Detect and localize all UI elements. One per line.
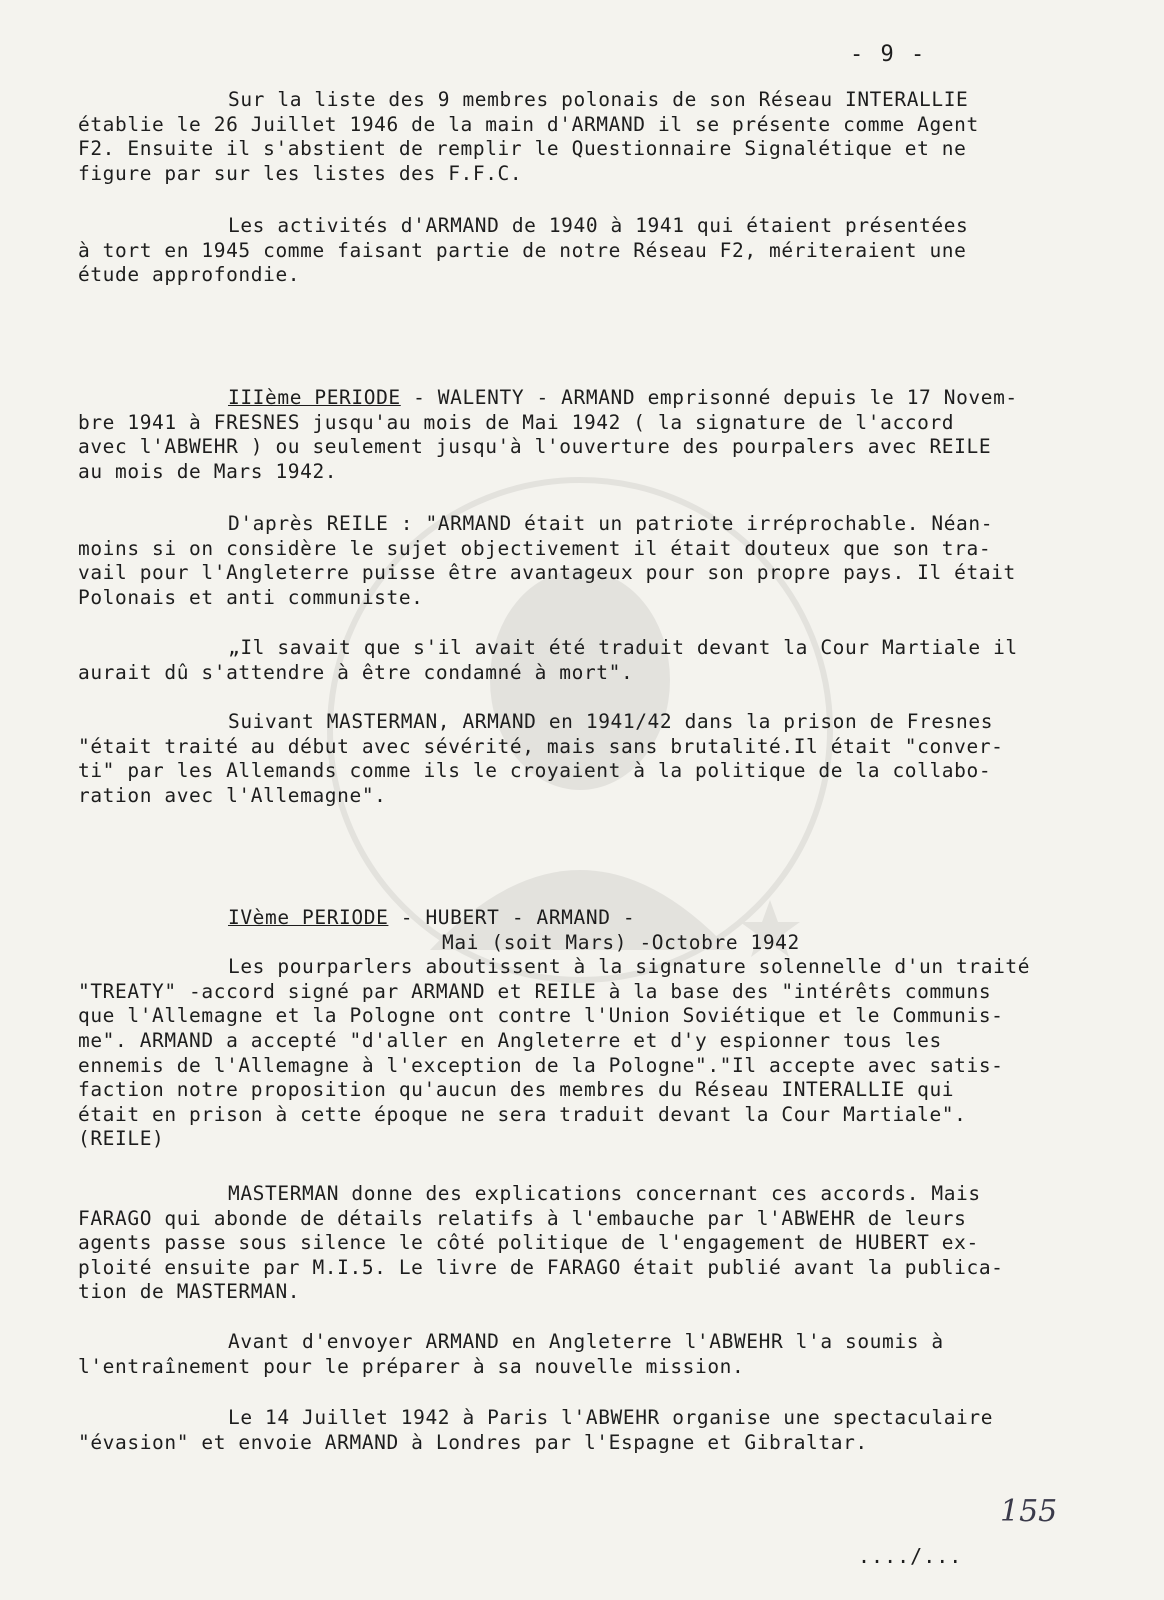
text-line: "évasion" et envoie ARMAND à Londres par l'Espagne et Gibraltar. — [78, 1430, 868, 1454]
paragraph-5 — [78, 636, 1128, 685]
text-line: „Il savait que s'il avait été traduit devant la Cour Martiale il — [228, 636, 1018, 659]
text-line: Mai (soit Mars) -Octobre 1942 — [442, 930, 800, 954]
text-line: D'après REILE : "ARMAND était un patriote irréprochable. Néan- — [228, 512, 994, 535]
text-line: vail pour l'Angleterre puisse être avantageux pour son propre pays. Il était — [78, 561, 1016, 585]
continuation-mark: ..../... — [858, 1544, 963, 1568]
text-line: "TREATY" -accord signé par ARMAND et REILE à la base des "intérêts communs — [78, 979, 992, 1003]
paragraph-3 — [78, 386, 1128, 484]
paragraph-7 — [78, 906, 1128, 1152]
text-line: que l'Allemagne et la Pologne ont contre l'Union Soviétique et le Communis- — [78, 1004, 1004, 1028]
text-line: (REILE) — [78, 1127, 165, 1151]
paragraph-8 — [78, 1182, 1128, 1305]
page-number: - 9 - — [850, 42, 927, 67]
text-line: Sur la liste des 9 membres polonais de son Réseau INTERALLIE — [228, 88, 969, 111]
text-line: aurait dû s'attendre à être condamné à mort". — [78, 660, 634, 684]
text-line: Suivant MASTERMAN, ARMAND en 1941/42 dans la prison de Fresnes — [228, 710, 994, 733]
text-line: ration avec l'Allemagne". — [78, 783, 387, 807]
text-line: Polonais et anti communiste. — [78, 585, 424, 609]
text-line: FARAGO qui abonde de détails relatifs à l'embauche par l'ABWEHR de leurs — [78, 1206, 967, 1230]
text-line: Les pourparlers aboutissent à la signature solennelle d'un traité — [228, 955, 1031, 979]
text-line: figure par sur les listes des F.F.C. — [78, 161, 523, 185]
text-line: Le 14 Juillet 1942 à Paris l'ABWEHR organise une spectaculaire — [228, 1406, 994, 1429]
text-line: agents passe sous silence le côté politique de l'engagement de HUBERT ex- — [78, 1231, 979, 1255]
text-line: Avant d'envoyer ARMAND en Angleterre l'ABWEHR l'a soumis à — [228, 1330, 944, 1353]
text-line: était en prison à cette époque ne sera traduit devant la Cour Martiale". — [78, 1102, 967, 1126]
text-line: avec l'ABWEHR ) ou seulement jusqu'à l'ouverture des pourpalers avec REILE — [78, 435, 992, 459]
text-line: à tort en 1945 comme faisant partie de notre Réseau F2, mériteraient une — [78, 238, 967, 262]
paragraph-9 — [78, 1330, 1128, 1379]
text-line: étude approfondie. — [78, 263, 301, 287]
text-line: IIIème PERIODE - WALENTY - ARMAND emprisonné depuis le 17 Novem- — [228, 386, 1018, 409]
paragraph-1 — [78, 88, 1128, 186]
paragraph-6 — [78, 710, 1128, 808]
text-line: moins si on considère le sujet objectivement il était douteux que son tra- — [78, 536, 992, 560]
text-line: me". ARMAND a accepté "d'aller en Angleterre et d'y espionner tous les — [78, 1028, 942, 1052]
text-line: MASTERMAN donne des explications concernant ces accords. Mais — [228, 1182, 981, 1205]
text-line: Les activités d'ARMAND de 1940 à 1941 qui étaient présentées — [228, 214, 969, 237]
text-line: bre 1941 à FRESNES jusqu'au mois de Mai 1942 ( la signature de l'accord — [78, 410, 955, 434]
text-line: F2. Ensuite il s'abstient de remplir le Questionnaire Signalétique et ne — [78, 137, 967, 161]
text-line: IVème PERIODE - HUBERT - ARMAND - — [228, 906, 636, 929]
text-line: ennemis de l'Allemagne à l'exception de la Pologne"."Il accepte avec satis- — [78, 1053, 1004, 1077]
text-line: tion de MASTERMAN. — [78, 1280, 301, 1304]
section-heading-4: IVème PERIODE — [228, 906, 389, 929]
text-line: au mois de Mars 1942. — [78, 459, 338, 483]
handwritten-page-number: 155 — [1000, 1494, 1058, 1529]
text-line: l'entraînement pour le préparer à sa nouvelle mission. — [78, 1354, 745, 1378]
text-line: ti" par les Allemands comme ils le croyaient à la politique de la collabo- — [78, 759, 992, 783]
paragraph-2 — [78, 214, 1128, 288]
text-line: ploité ensuite par M.I.5. Le livre de FARAGO était publié avant la publica- — [78, 1255, 1004, 1279]
text-line: faction notre proposition qu'aucun des membres du Réseau INTERALLIE qui — [78, 1078, 955, 1102]
paragraph-10 — [78, 1406, 1128, 1455]
text-line: établie le 26 Juillet 1946 de la main d'ARMAND il se présente comme Agent — [78, 112, 979, 136]
paragraph-4 — [78, 512, 1128, 610]
section-heading-3: IIIème PERIODE — [228, 386, 401, 409]
text-line: "était traité au début avec sévérité, mais sans brutalité.Il était "conver- — [78, 734, 1004, 758]
